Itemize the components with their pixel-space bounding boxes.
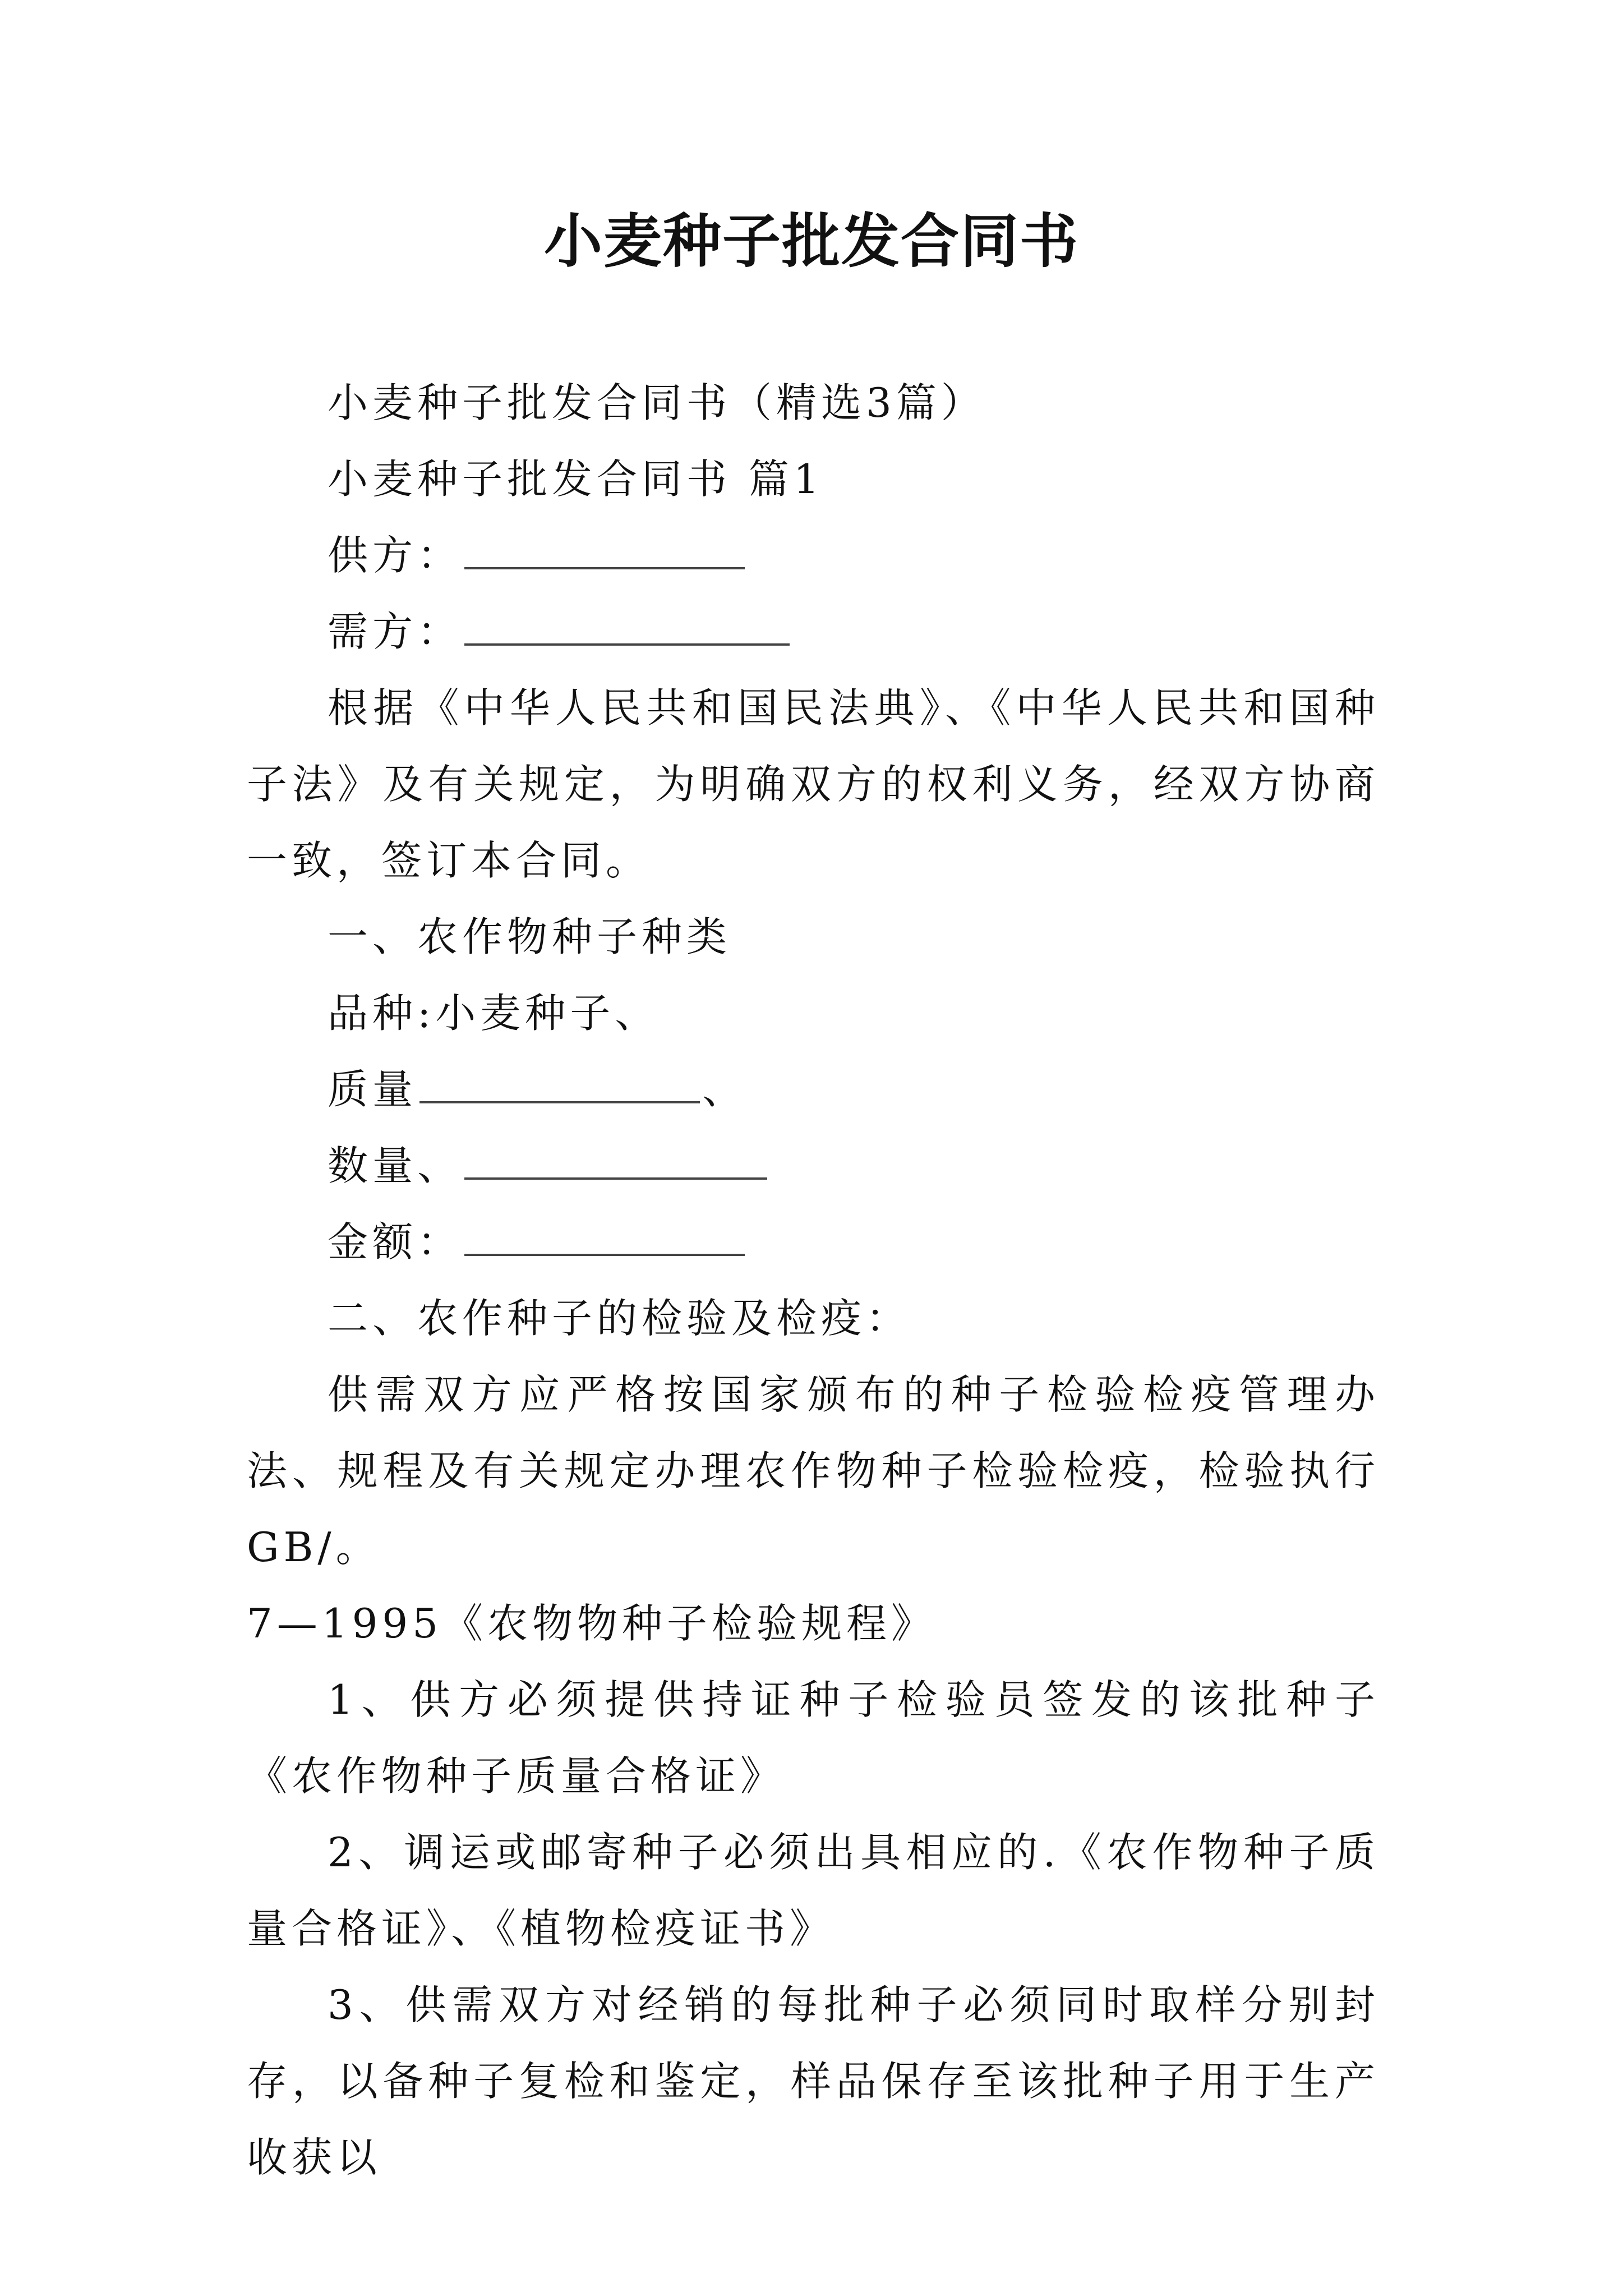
amount-label: 金额： (328, 1218, 463, 1266)
supplier-label: 供方： (328, 532, 463, 579)
item-1: 1、供方必须提供持证种子检验员签发的该批种子《农作物种子质量合格证》 (247, 1676, 1380, 1800)
quantity-blank-field (464, 1145, 767, 1180)
item-2: 2、调运或邮寄种子必须出具相应的.《农作物种子质量合格证》、《植物检疫证书》 (247, 1829, 1380, 1952)
variety-line: 品种:小麦种子、 (328, 990, 660, 1037)
clause1-heading: 一、农作物种子种类 (328, 913, 732, 960)
quality-blank-field (419, 1069, 700, 1103)
standard-line: 7—1995《农物物种子检验规程》 (247, 1600, 937, 1647)
supplier-line (247, 517, 1380, 593)
supplier-blank-field (464, 535, 745, 569)
buyer-label: 需方： (328, 608, 463, 655)
buyer-line (247, 593, 1380, 670)
quality-line (247, 1051, 1380, 1128)
quantity-label: 数量、 (328, 1142, 463, 1189)
quality-suffix: 、 (702, 1066, 748, 1113)
clause2-heading: 二、农作种子的检验及检疫： (328, 1295, 911, 1342)
document-title: 小麦种子批发合同书 (543, 206, 1079, 275)
clause2-paragraph: 供需双方应严格按国家颁布的种子检验检疫管理办法、规程及有关规定办理农作物种子检验检疫，检验执行GB/。 (247, 1371, 1380, 1571)
item-3: 3、供需双方对经销的每批种子必须同时取样分别封存，以备种子复检和鉴定，样品保存至该批种子用于生产收获以 (247, 1981, 1380, 2181)
subtitle-line: 小麦种子批发合同书（精选3篇） (328, 379, 986, 426)
intro-paragraph: 根据《中华人民共和国民法典》、《中华人民共和国种子法》及有关规定，为明确双方的权利义务，经双方协商一致，签订本合同。 (247, 684, 1380, 884)
buyer-blank-field (464, 611, 790, 646)
quality-label: 质量 (328, 1066, 418, 1113)
document-body (247, 365, 1380, 2196)
quantity-line (247, 1128, 1380, 1204)
section-heading: 小麦种子批发合同书 篇1 (328, 455, 824, 503)
amount-line (247, 1204, 1380, 1280)
amount-blank-field (464, 1221, 745, 1256)
